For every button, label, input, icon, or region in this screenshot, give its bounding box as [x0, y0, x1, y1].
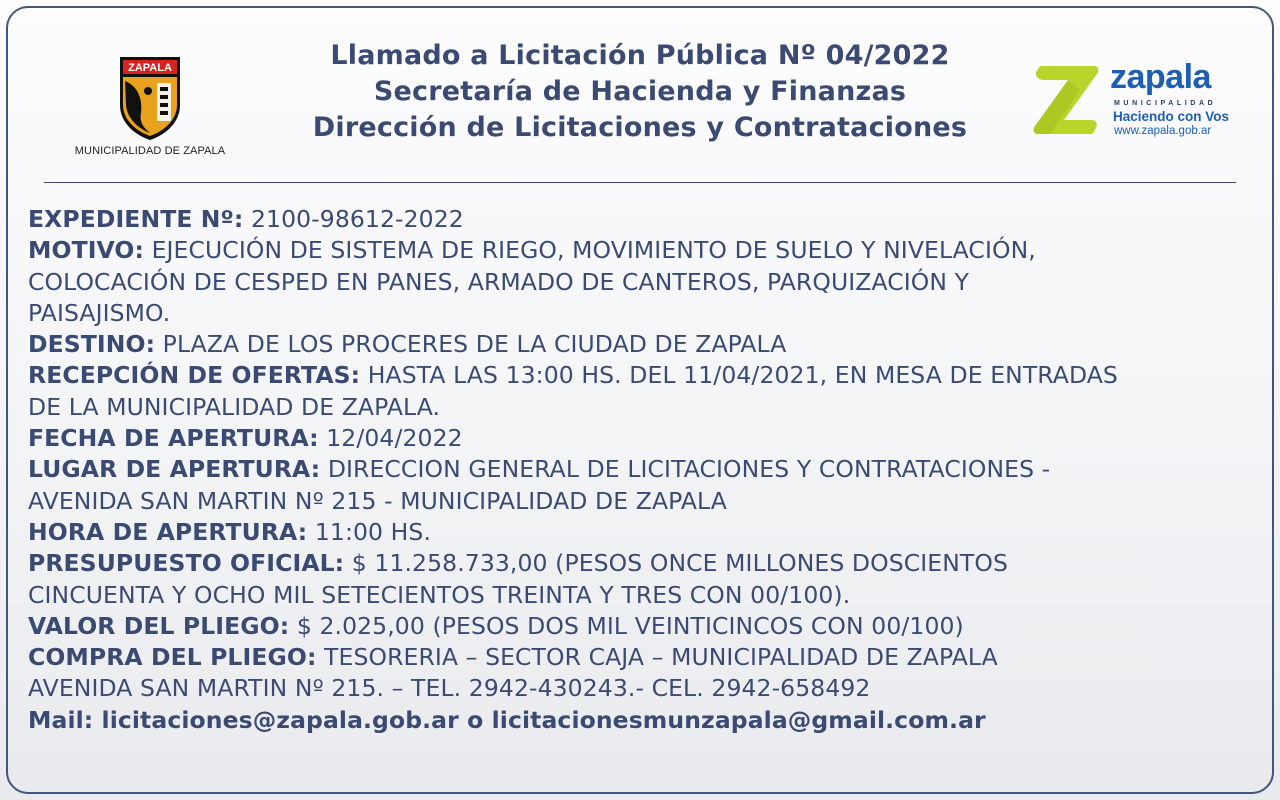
lugar-apertura-value-1: DIRECCION GENERAL DE LICITACIONES Y CONTRATACIONES -	[320, 455, 1051, 484]
recepcion-value-2: DE LA MUNICIPALIDAD DE ZAPALA.	[28, 392, 441, 421]
destino-label: DESTINO:	[28, 330, 156, 359]
destino-row	[28, 329, 1258, 360]
title-line-2: Secretaría de Hacienda y Finanzas	[373, 76, 907, 107]
fecha-apertura-label: FECHA DE APERTURA:	[28, 424, 319, 453]
valor-pliego-label: VALOR DEL PLIEGO:	[28, 611, 290, 640]
brand-subtitle: MUNICIPALIDAD	[1114, 100, 1217, 107]
brand-name: zapala	[1110, 58, 1211, 96]
logo-caption: MUNICIPALIDAD DE ZAPALA	[74, 145, 226, 157]
title-line-1: Llamado a Licitación Pública Nº 04/2022	[330, 40, 950, 71]
lugar-apertura-row	[28, 454, 1258, 485]
compra-pliego-value-1: TESORERIA – SECTOR CAJA – MUNICIPALIDAD DE ZAPALA	[316, 643, 998, 672]
recepcion-value-1: HASTA LAS 13:00 HS. DEL 11/04/2021, EN MESA DE ENTRADAS	[360, 361, 1118, 390]
fecha-apertura-value: 12/04/2022	[318, 424, 463, 453]
header	[0, 0, 1280, 180]
recepcion-row	[28, 360, 1258, 391]
lugar-apertura-value-2: AVENIDA SAN MARTIN Nº 215 - MUNICIPALIDAD DE ZAPALA	[28, 486, 727, 515]
motivo-row	[28, 235, 1258, 266]
hora-apertura-label: HORA DE APERTURA:	[28, 517, 308, 546]
brand-slogan: Haciendo con Vos	[1113, 109, 1230, 124]
header-divider	[44, 182, 1236, 183]
destino-value: PLAZA DE LOS PROCERES DE LA CIUDAD DE ZAPALA	[155, 330, 787, 359]
municipal-logo	[70, 55, 230, 157]
recepcion-label: RECEPCIÓN DE OFERTAS:	[28, 361, 361, 390]
hora-apertura-value: 11:00 HS.	[307, 517, 432, 546]
compra-pliego-value-2: AVENIDA SAN MARTIN Nº 215. – TEL. 2942-430243.- CEL. 2942-658492	[28, 674, 871, 703]
zapala-brand-logo	[1030, 58, 1240, 142]
fecha-apertura-row	[28, 423, 1258, 454]
mail-contact: Mail: licitaciones@zapala.gob.ar o licitacionesmunzapala@gmail.com.ar	[28, 705, 986, 734]
presupuesto-row	[28, 548, 1258, 579]
lugar-apertura-label: LUGAR DE APERTURA:	[28, 455, 321, 484]
page-title	[240, 38, 1040, 146]
motivo-value-1: EJECUCIÓN DE SISTEMA DE RIEGO, MOVIMIENTO DE SUELO Y NIVELACIÓN,	[144, 236, 1036, 265]
expediente-row	[28, 204, 1258, 235]
hora-apertura-row	[28, 517, 1258, 548]
presupuesto-label: PRESUPUESTO OFICIAL:	[28, 549, 345, 578]
valor-pliego-row	[28, 611, 1258, 642]
presupuesto-value-1: $ 11.258.733,00 (PESOS ONCE MILLONES DOSCIENTOS	[344, 549, 1008, 578]
motivo-label: MOTIVO:	[28, 236, 144, 265]
brand-url: www.zapala.gob.ar	[1114, 125, 1212, 137]
compra-pliego-row	[28, 642, 1258, 673]
motivo-value-3: PAISAJISMO.	[28, 298, 171, 327]
expediente-label: EXPEDIENTE Nº:	[28, 205, 244, 233]
zapala-shield-icon	[117, 55, 183, 141]
motivo-value-2: COLOCACIÓN DE CESPED EN PANES, ARMADO DE CANTEROS, PARQUIZACIÓN Y	[28, 267, 970, 296]
title-line-3: Dirección de Licitaciones y Contrataciones	[312, 112, 968, 143]
z-logo-icon	[1030, 62, 1102, 138]
shield-text: ZAPALA	[128, 62, 172, 74]
tender-details	[28, 204, 1258, 736]
valor-pliego-value: $ 2.025,00 (PESOS DOS MIL VEINTICINCOS CON 00/100)	[289, 611, 964, 640]
compra-pliego-label: COMPRA DEL PLIEGO:	[28, 643, 317, 672]
presupuesto-value-2: CINCUENTA Y OCHO MIL SETECIENTOS TREINTA Y TRES CON 00/100).	[28, 580, 851, 609]
expediente-value: 2100-98612-2022	[243, 205, 464, 233]
